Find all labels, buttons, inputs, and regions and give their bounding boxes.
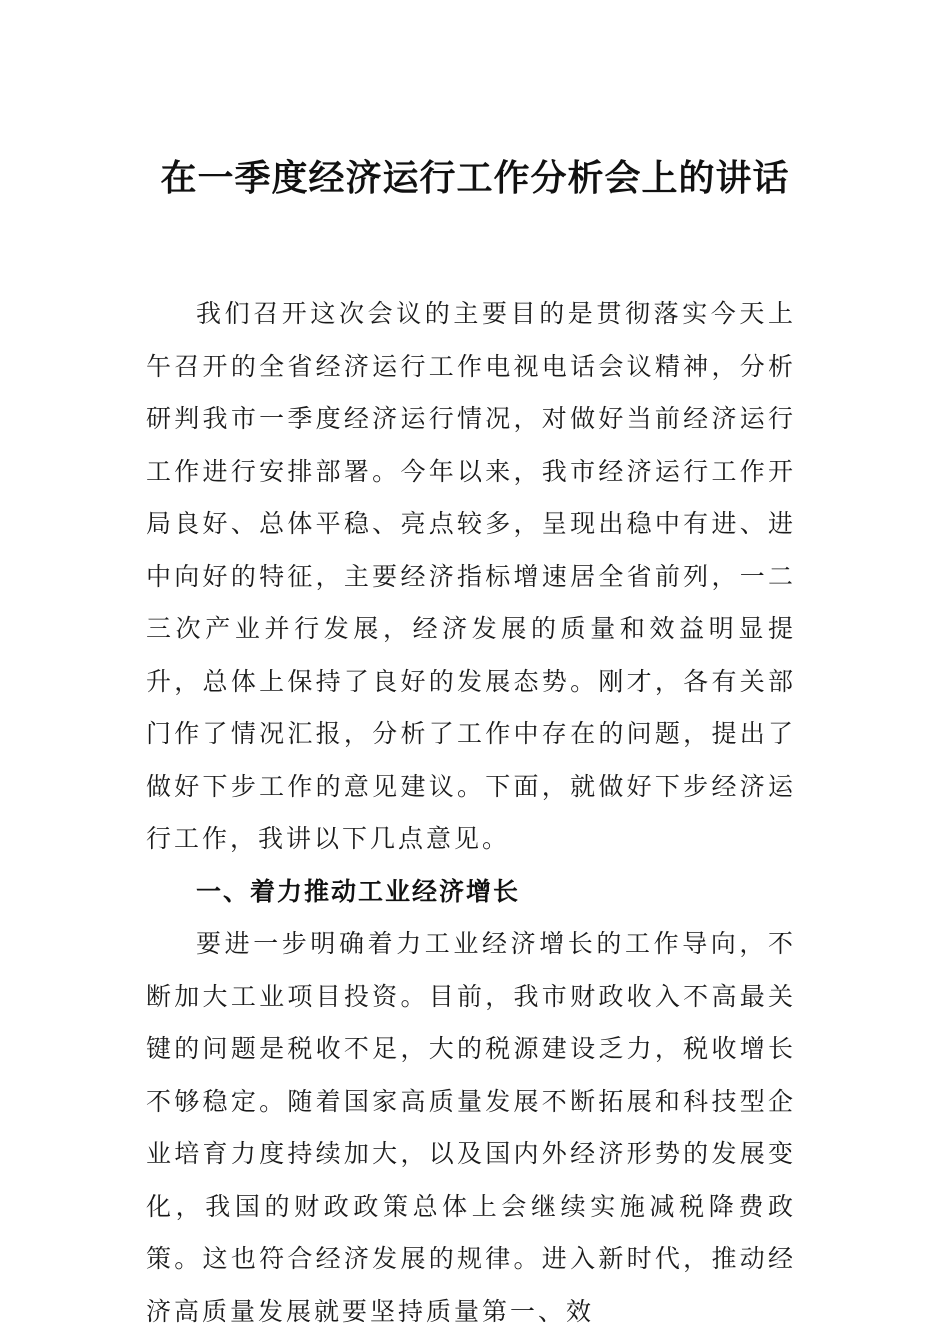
section-heading: 一、着力推动工业经济增长 (196, 876, 521, 906)
section-paragraph: 要进一步明确着力工业经济增长的工作导向，不断加大工业项目投资。目前，我市财政收入不高最关键的问题是税收不足，大的税源建设乏力，税收增长不够稳定。随着国家高质量发展不断拓展和科技型企业培育力度持续加大，以及国内外经济形势的发展变化，我国的财政政策总体上会继续实施减税降费政策。这也符合经济发展的规律。进入新时代，推动经济高质量发展就要坚持质量第一、效 (146, 929, 796, 1326)
intro-paragraph: 我们召开这次会议的主要目的是贯彻落实今天上午召开的全省经济运行工作电视电话会议精神，分析研判我市一季度经济运行情况，对做好当前经济运行工作进行安排部署。今年以来，我市经济运行工作开局良好、总体平稳、亮点较多，呈现出稳中有进、进中向好的特征，主要经济指标增速居全省前列，一二三次产业并行发展，经济发展的质量和效益明显提升，总体上保持了良好的发展态势。刚才，各有关部门作了情况汇报，分析了工作中存在的问题，提出了做好下步工作的意见建议。下面，就做好下步经济运行工作，我讲以下几点意见。 (146, 299, 796, 853)
document-body (146, 288, 796, 1338)
document-title: 在一季度经济运行工作分析会上的讲话 (160, 157, 790, 199)
